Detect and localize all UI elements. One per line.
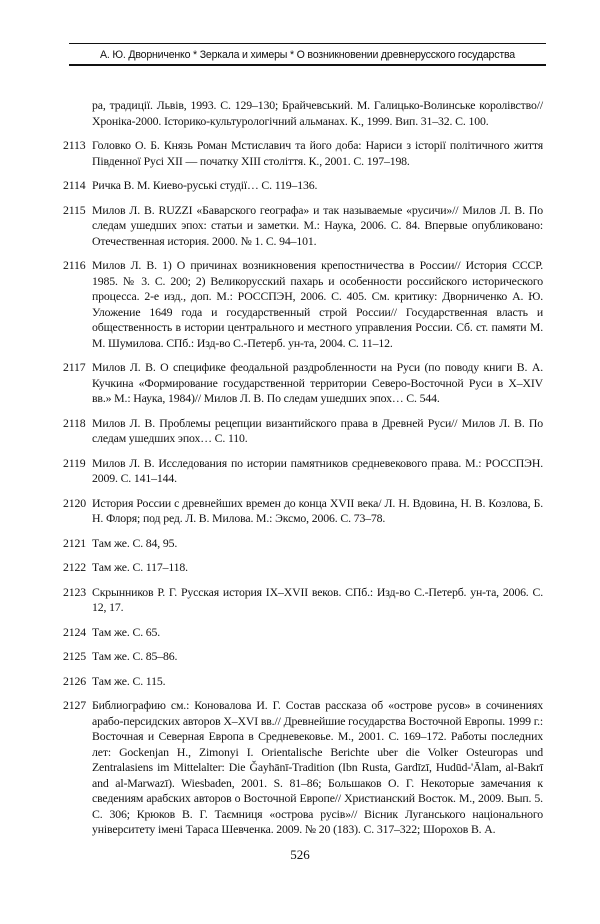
endnote-number: 2116 — [63, 258, 86, 272]
endnote-text: Милов Л. В. RUZZI «Баварского географа» и так называемые «русичи»// Милов Л. В. По следам ушедших эпох: статьи и заметки. М.: Наука, 2006. С. 84. Впервые опубликовано: Отечественная история. 2000. № 1. С. 94–101. — [92, 202, 543, 248]
endnote-text: Там же. С. 117–118. — [92, 560, 188, 574]
endnote — [63, 258, 543, 351]
endnote — [63, 455, 543, 487]
endnote-number: 2127 — [63, 698, 86, 712]
endnote — [63, 138, 543, 169]
endnote — [63, 673, 543, 690]
running-header: А. Ю. Дворниченко * Зеркала и химеры * О возникновении древнерусского государства — [69, 46, 546, 66]
notes-container — [63, 138, 543, 838]
endnote — [63, 178, 543, 194]
endnote — [63, 584, 543, 616]
endnote-number: 2126 — [63, 673, 86, 688]
endnote-text: История России с древнейших времен до конца XVII века/ Л. Н. Вдовина, Н. В. Козлова, Б. Н. Флоря; под ред. Л. В. Милова. М.: Эксмо, 2006. С. 73–78. — [92, 495, 543, 525]
endnote-number: 2113 — [63, 138, 86, 152]
endnote-text: Ричка В. М. Киево-руські студії… С. 119–136. — [92, 178, 318, 192]
endnote-text: Скрынников Р. Г. Русская история IX–XVII веков. СПб.: Изд-во С.-Петерб. ун-та, 2006. С. 12, 17. — [92, 584, 543, 614]
endnote-number: 2120 — [63, 495, 86, 510]
endnote — [63, 560, 543, 576]
endnote-text: Библиографию см.: Коновалова И. Г. Состав рассказа об «острове русов» в сочинениях арабо-персидских авторов X–XVI вв.// Древнейшие государства Восточной Европы. 1999 г.: Восточная и Северная Европа в Средневековье. М., 2001. С. 169–172. Работы последних лет: Gockenjan H., Zimonyi I. Orientalische Berichte uber die Volker Osteuropas und Zentralasiens im Mittelalter: Die Ǧayhānī-Tradition (Ibn Rusta, Gardīzī, Hudūd-'Ālam, al-Bakrī and al-Marwazī). Wiesbaden, 2001. S. 81–86; Большаков О. Г. Некоторые замечания к сведениям арабских авторов о Восточной Европе// Христианский Восток. М., 2009. Вып. 5. С. 306; Крюков В. Г. Таємниця «острова русів»// Вісник Луганського національного університету імені Тараса Шевченка. 2009. № 20 (183). С. 317–322; Шорохов В. А. — [92, 698, 543, 836]
endnote — [63, 202, 543, 250]
endnote-text: Головко О. Б. Князь Роман Мстиславич та його доба: Нариси з історії політичного життя Південної Русі XII — початку XIII століття. К., 2001. С. 197–198. — [92, 138, 543, 168]
page-number: 526 — [290, 847, 310, 862]
endnote-number: 2115 — [63, 202, 86, 217]
endnote-number: 2124 — [63, 624, 86, 639]
endnote — [63, 415, 543, 447]
endnote — [63, 624, 543, 641]
endnote-text: Там же. С. 85–86. — [92, 649, 178, 663]
endnote-text: Милов Л. В. Проблемы рецепции византийского права в Древней Руси// Милов Л. В. По следам ушедших эпох… С. 110. — [92, 415, 543, 445]
endnote — [63, 649, 543, 665]
endnote-number: 2122 — [63, 560, 86, 574]
endnote-text: Там же. С. 65. — [92, 624, 161, 639]
endnote-number: 2117 — [63, 360, 86, 374]
endnote — [63, 698, 543, 838]
endnote-text: Милов Л. В. Исследования по истории памятников средневекового права. М.: РОССПЭН. 2009. С. 141–144. — [92, 455, 543, 485]
endnotes-list — [63, 98, 543, 847]
endnote — [63, 495, 543, 527]
endnote-text: Милов Л. В. 1) О причинах возникновения крепостничества в России// История СССР. 1985. № 3. С. 200; 2) Великорусский пахарь и особенности российского исторического процесса. 2-е изд., доп. М.: РОССПЭН, 2006. С. 405. См. критику: Дворниченко А. Ю. Уложение 1649 года и государственный строй России// Государственная власть и общественность в истории центрального и местного управления России. Сб. ст. памяти М. М. Шумилова. СПб.: Изд-во С.-Петерб. ун-та, 2004. С. 11–12. — [92, 258, 543, 350]
endnote-number: 2125 — [63, 649, 86, 663]
endnote-number: 2119 — [63, 455, 86, 470]
note-continuation: ра, традиції. Львів, 1993. С. 129–130; Брайчевський. М. Галицько-Волинське королівство// Хроніка-2000. Історико-культурологічний альманах. К., 1999. Вип. 31–32. С. 100. — [92, 98, 543, 128]
endnote-text: Милов Л. В. О специфике феодальной раздробленности на Руси (по поводу книги В. А. Кучкина «Формирование государственной территории Северо-Восточной Руси в X–XIV вв.» М.: Наука, 1984)// Милов Л. В. По следам ушедших эпох… С. 544. — [92, 360, 543, 405]
endnote-text: Там же. С. 115. — [92, 673, 166, 688]
endnote — [63, 535, 543, 552]
endnote-number: 2123 — [63, 584, 86, 599]
endnote-number: 2118 — [63, 415, 86, 430]
endnote-number: 2114 — [63, 178, 86, 192]
endnote-number: 2121 — [63, 535, 86, 550]
endnote-text: Там же. С. 84, 95. — [92, 535, 178, 550]
endnote — [63, 360, 543, 407]
